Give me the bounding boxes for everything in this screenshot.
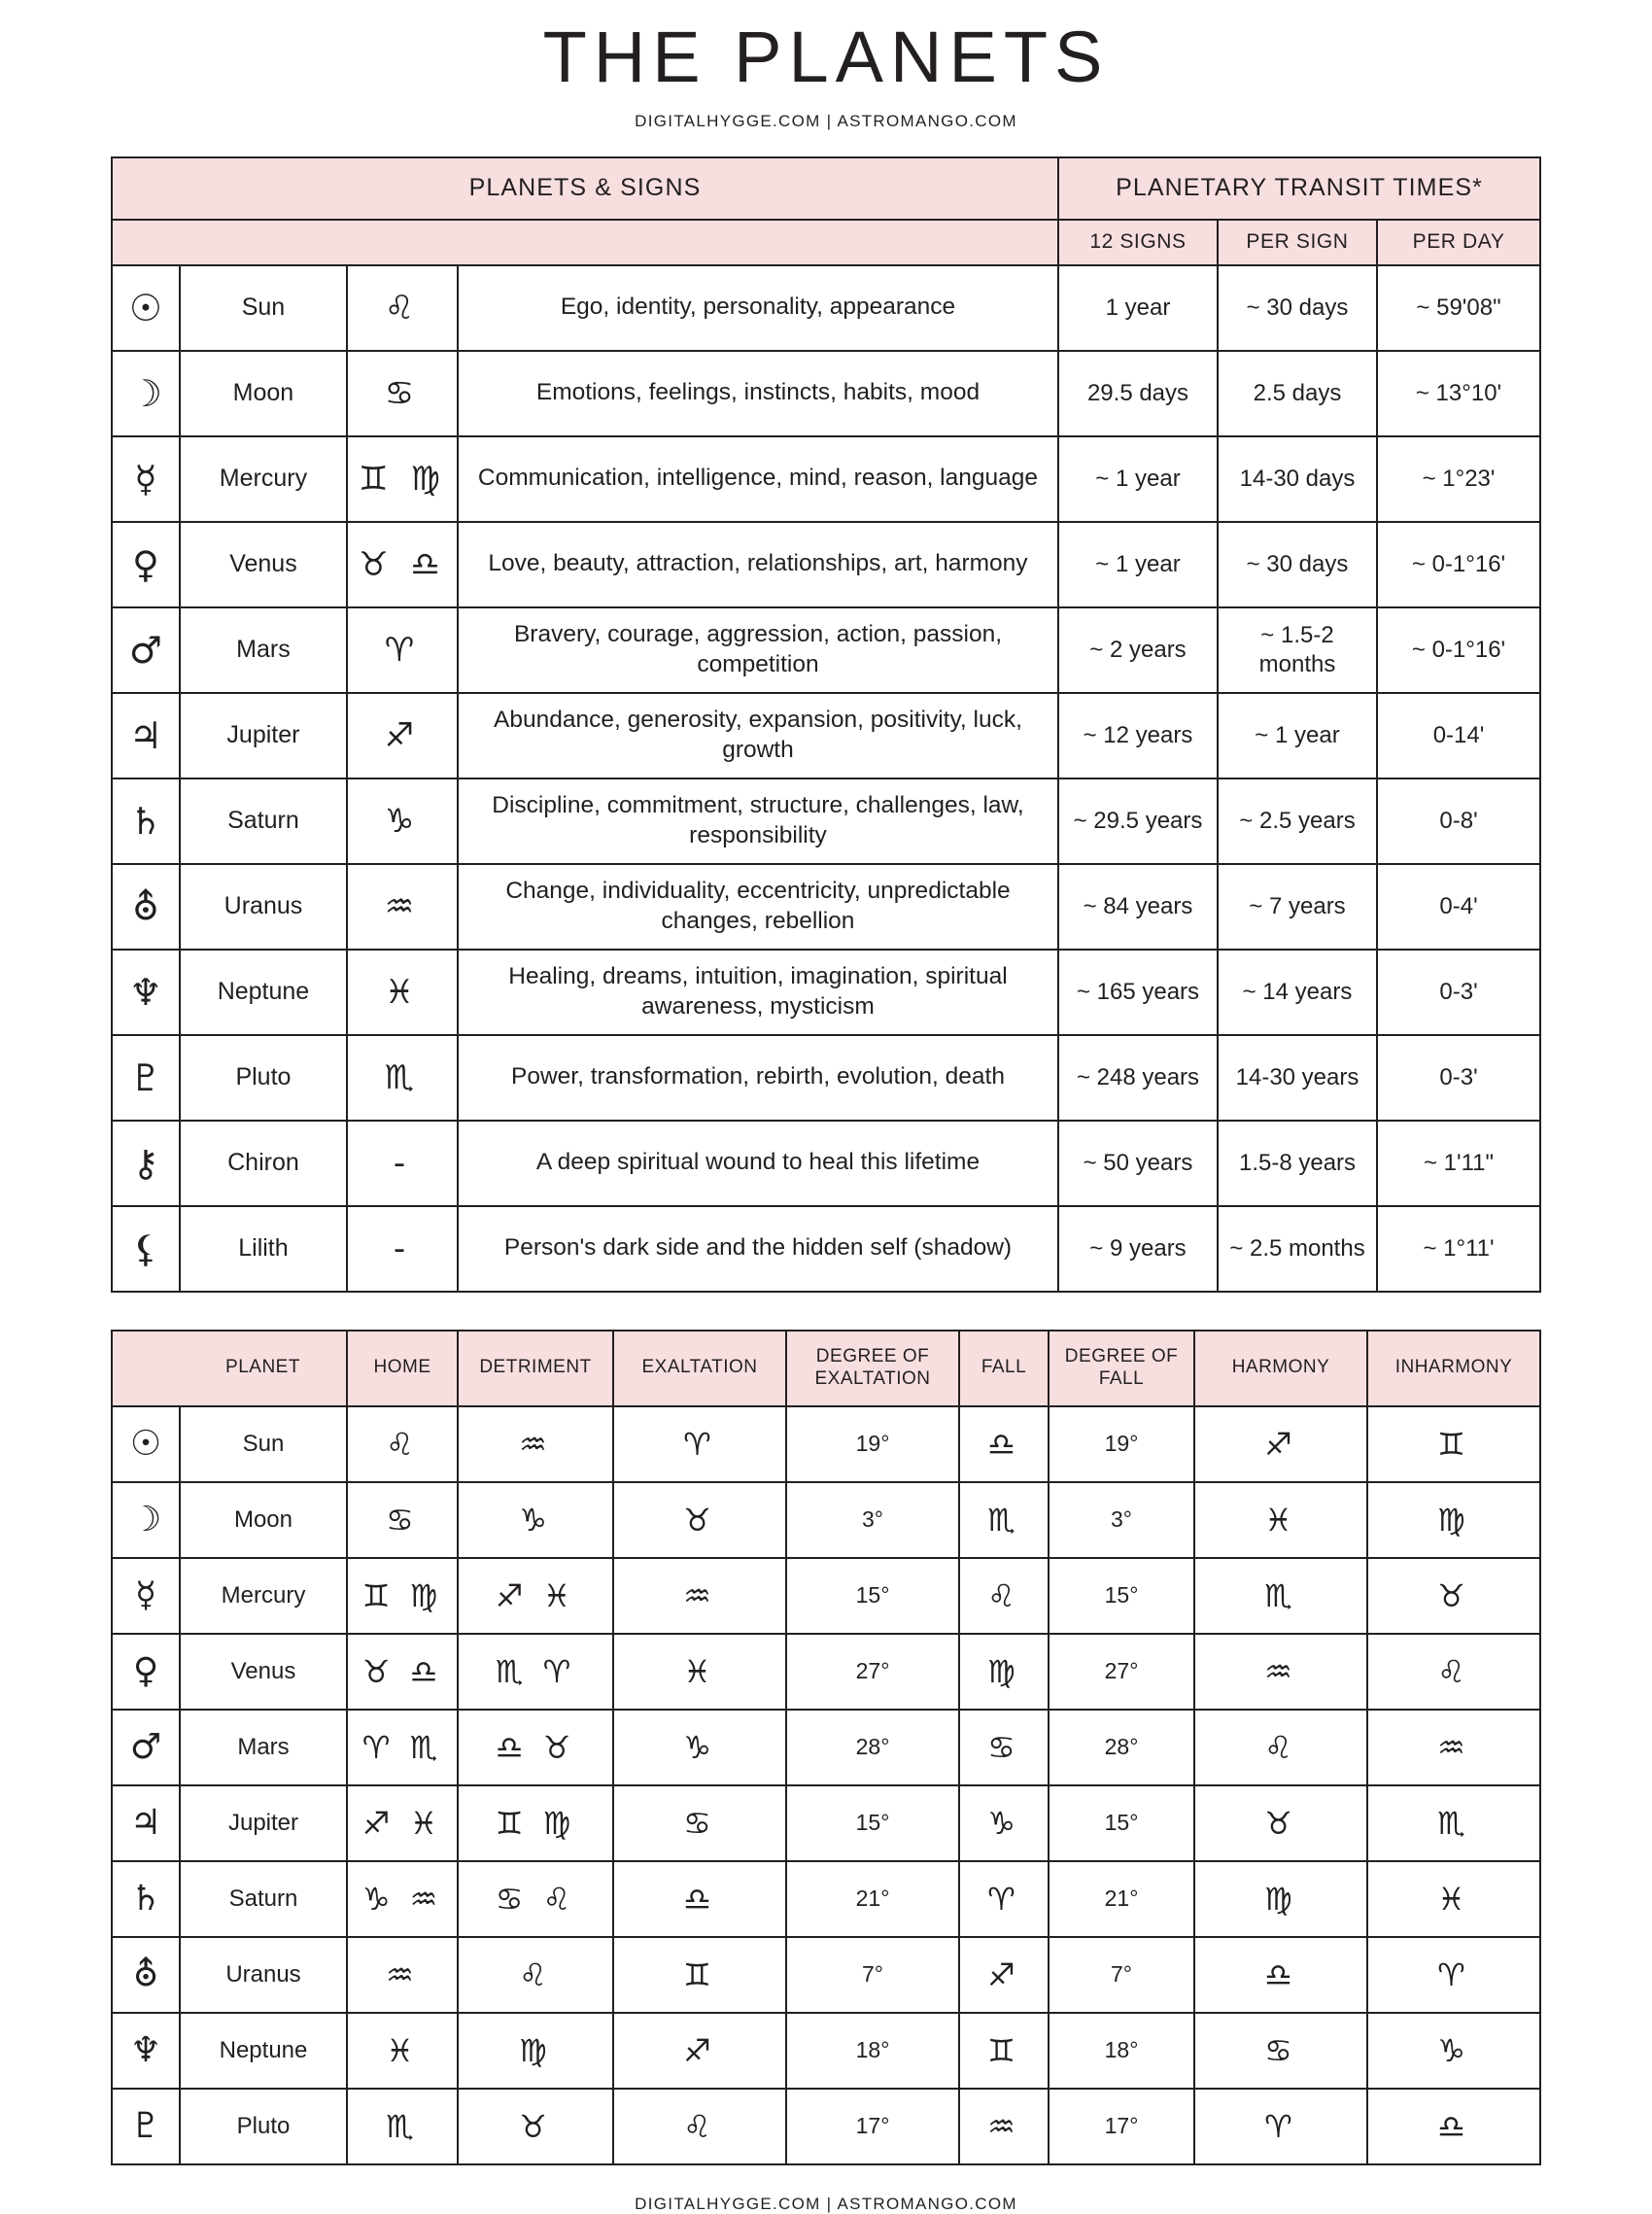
header-inharmony: INHARMONY (1367, 1331, 1540, 1406)
planet-name: Moon (180, 351, 347, 436)
planet-name: Neptune (180, 2013, 347, 2089)
planet-name: Venus (180, 522, 347, 607)
harmony-sign: ♉ (1194, 1785, 1367, 1861)
transit-per-day: ~ 13°10' (1377, 351, 1540, 436)
moon-symbol: ☽ (112, 1482, 180, 1558)
planet-name: Chiron (180, 1121, 347, 1206)
sun-symbol: ☉ (112, 265, 180, 351)
header-12-signs: 12 SIGNS (1058, 220, 1218, 265)
home-sign: ♈ ♏ (347, 1710, 458, 1785)
table-row (112, 864, 1540, 950)
harmony-sign: ♍ (1194, 1861, 1367, 1937)
transit-per-day: ~ 1°11' (1377, 1206, 1540, 1292)
planet-description: Discipline, commitment, structure, challenges, law, responsibility (458, 778, 1058, 864)
footer-attribution: DIGITALHYGGE.COM | ASTROMANGO.COM (635, 2194, 1017, 2213)
exaltation-sign: ♑ (613, 1710, 786, 1785)
table-row (112, 1710, 1540, 1785)
detriment-sign: ♌ (458, 1937, 613, 2013)
planet-name: Venus (180, 1634, 347, 1710)
table-row (112, 1121, 1540, 1206)
degree-of-fall: 15° (1049, 1785, 1194, 1861)
aquarius-symbol: ♒ (347, 864, 458, 950)
transit-per-sign: ~ 30 days (1218, 265, 1377, 351)
detriment-sign: ♒ (458, 1406, 613, 1482)
home-sign: ♓ (347, 2013, 458, 2089)
header-symbol-column (112, 1331, 180, 1406)
table-row (112, 2013, 1540, 2089)
no-sign: - (347, 1206, 458, 1292)
transit-per-sign: 1.5-8 years (1218, 1121, 1377, 1206)
planet-name: Lilith (180, 1206, 347, 1292)
home-sign: ♒ (347, 1937, 458, 2013)
transit-per-sign: 2.5 days (1218, 351, 1377, 436)
header-fall: FALL (959, 1331, 1049, 1406)
degree-of-exaltation: 28° (786, 1710, 959, 1785)
detriment-sign: ♊ ♍ (458, 1785, 613, 1861)
degree-of-exaltation: 15° (786, 1785, 959, 1861)
degree-of-exaltation: 27° (786, 1634, 959, 1710)
planet-description: Communication, intelligence, mind, reason, language (458, 436, 1058, 522)
transit-12-signs: ~ 1 year (1058, 436, 1218, 522)
fall-sign: ♑ (959, 1785, 1049, 1861)
planet-name: Mercury (180, 436, 347, 522)
table-row (112, 265, 1540, 351)
transit-per-sign: ~ 14 years (1218, 950, 1377, 1035)
header-degree-of-fall: DEGREE OF FALL (1049, 1331, 1194, 1406)
harmony-sign: ♒ (1194, 1634, 1367, 1710)
planet-description: Person's dark side and the hidden self (shadow) (458, 1206, 1058, 1292)
header-transit-times: PLANETARY TRANSIT TIMES* (1058, 157, 1540, 220)
table2-head (112, 1331, 1540, 1406)
table2-body (112, 1406, 1540, 2164)
degree-of-fall: 21° (1049, 1861, 1194, 1937)
transit-12-signs: 1 year (1058, 265, 1218, 351)
degree-of-fall: 27° (1049, 1634, 1194, 1710)
header-detriment: DETRIMENT (458, 1331, 613, 1406)
saturn-symbol: ♄ (112, 778, 180, 864)
header-harmony: HARMONY (1194, 1331, 1367, 1406)
transit-per-day: ~ 1'11" (1377, 1121, 1540, 1206)
degree-of-exaltation: 18° (786, 2013, 959, 2089)
gemini-virgo-symbols: ♊ ♍ (347, 436, 458, 522)
transit-per-sign: ~ 7 years (1218, 864, 1377, 950)
planet-name: Pluto (180, 1035, 347, 1121)
table-row (112, 1206, 1540, 1292)
taurus-libra-symbols: ♉ ♎ (347, 522, 458, 607)
exaltation-sign: ♊ (613, 1937, 786, 2013)
detriment-sign: ♎ ♉ (458, 1710, 613, 1785)
header-per-day: PER DAY (1377, 220, 1540, 265)
transit-per-sign: 14-30 days (1218, 436, 1377, 522)
saturn-symbol: ♄ (112, 1861, 180, 1937)
exaltation-sign: ♒ (613, 1558, 786, 1634)
sun-symbol: ☉ (112, 1406, 180, 1482)
transit-per-day: ~ 0-1°16' (1377, 607, 1540, 693)
planet-name: Saturn (180, 1861, 347, 1937)
fall-sign: ♌ (959, 1558, 1049, 1634)
table2-header-row (112, 1331, 1540, 1406)
fall-sign: ♈ (959, 1861, 1049, 1937)
planet-description: Bravery, courage, aggression, action, passion, competition (458, 607, 1058, 693)
fall-sign: ♎ (959, 1406, 1049, 1482)
degree-of-fall: 19° (1049, 1406, 1194, 1482)
dignities-table-container (111, 1330, 1541, 2165)
pluto-symbol: ♇ (112, 1035, 180, 1121)
planet-name: Uranus (180, 864, 347, 950)
transit-12-signs: ~ 165 years (1058, 950, 1218, 1035)
planet-name: Neptune (180, 950, 347, 1035)
leo-symbol: ♌ (347, 265, 458, 351)
table-row (112, 778, 1540, 864)
transit-12-signs: ~ 1 year (1058, 522, 1218, 607)
inharmony-sign: ♎ (1367, 2089, 1540, 2164)
home-sign: ♑ ♒ (347, 1861, 458, 1937)
degree-of-fall: 3° (1049, 1482, 1194, 1558)
transit-12-signs: ~ 84 years (1058, 864, 1218, 950)
no-sign: - (347, 1121, 458, 1206)
planet-name: Mars (180, 607, 347, 693)
planet-description: Change, individuality, eccentricity, unpredictable changes, rebellion (458, 864, 1058, 950)
inharmony-sign: ♑ (1367, 2013, 1540, 2089)
detriment-sign: ♑ (458, 1482, 613, 1558)
planet-description: Emotions, feelings, instincts, habits, mood (458, 351, 1058, 436)
table1-head (112, 157, 1540, 265)
table-row (112, 1861, 1540, 1937)
harmony-sign: ♋ (1194, 2013, 1367, 2089)
planet-name: Jupiter (180, 693, 347, 778)
transit-12-signs: 29.5 days (1058, 351, 1218, 436)
planet-description: Ego, identity, personality, appearance (458, 265, 1058, 351)
transit-12-signs: ~ 2 years (1058, 607, 1218, 693)
harmony-sign: ♏ (1194, 1558, 1367, 1634)
planet-description: Love, beauty, attraction, relationships, art, harmony (458, 522, 1058, 607)
table-row (112, 1482, 1540, 1558)
sagittarius-symbol: ♐ (347, 693, 458, 778)
inharmony-sign: ♉ (1367, 1558, 1540, 1634)
transit-per-day: ~ 59'08" (1377, 265, 1540, 351)
capricorn-symbol: ♑ (347, 778, 458, 864)
header-degree-of-exaltation: DEGREE OF EXALTATION (786, 1331, 959, 1406)
planet-name: Sun (180, 265, 347, 351)
table1-body (112, 265, 1540, 1292)
table-row (112, 522, 1540, 607)
transit-per-sign: ~ 2.5 years (1218, 778, 1377, 864)
harmony-sign: ♌ (1194, 1710, 1367, 1785)
table-row (112, 351, 1540, 436)
inharmony-sign: ♏ (1367, 1785, 1540, 1861)
uranus-symbol: ⛢ (112, 864, 180, 950)
transit-per-day: 0-14' (1377, 693, 1540, 778)
table-row (112, 693, 1540, 778)
degree-of-fall: 18° (1049, 2013, 1194, 2089)
planet-description: A deep spiritual wound to heal this lifetime (458, 1121, 1058, 1206)
exaltation-sign: ♉ (613, 1482, 786, 1558)
fall-sign: ♍ (959, 1634, 1049, 1710)
planets-signs-table-container (111, 156, 1541, 1293)
planet-name: Saturn (180, 778, 347, 864)
fall-sign: ♐ (959, 1937, 1049, 2013)
table-row (112, 1634, 1540, 1710)
detriment-sign: ♍ (458, 2013, 613, 2089)
transit-12-signs: ~ 29.5 years (1058, 778, 1218, 864)
detriment-sign: ♏ ♈ (458, 1634, 613, 1710)
degree-of-exaltation: 19° (786, 1406, 959, 1482)
transit-per-sign: ~ 30 days (1218, 522, 1377, 607)
inharmony-sign: ♌ (1367, 1634, 1540, 1710)
home-sign: ♐ ♓ (347, 1785, 458, 1861)
inharmony-sign: ♓ (1367, 1861, 1540, 1937)
aries-symbol: ♈ (347, 607, 458, 693)
harmony-sign: ♈ (1194, 2089, 1367, 2164)
planet-name: Pluto (180, 2089, 347, 2164)
transit-per-day: ~ 1°23' (1377, 436, 1540, 522)
inharmony-sign: ♒ (1367, 1710, 1540, 1785)
table-row (112, 1035, 1540, 1121)
planet-description: Power, transformation, rebirth, evolution, death (458, 1035, 1058, 1121)
fall-sign: ♒ (959, 2089, 1049, 2164)
neptune-symbol: ♆ (112, 950, 180, 1035)
header-per-sign: PER SIGN (1218, 220, 1377, 265)
planet-dignities-table (111, 1330, 1541, 2165)
mercury-symbol: ☿ (112, 1558, 180, 1634)
transit-per-day: ~ 0-1°16' (1377, 522, 1540, 607)
degree-of-exaltation: 7° (786, 1937, 959, 2013)
table-row (112, 607, 1540, 693)
home-sign: ♌ (347, 1406, 458, 1482)
transit-per-day: 0-4' (1377, 864, 1540, 950)
detriment-sign: ♋ ♌ (458, 1861, 613, 1937)
header-planet: PLANET (180, 1331, 347, 1406)
harmony-sign: ♐ (1194, 1406, 1367, 1482)
degree-of-exaltation: 21° (786, 1861, 959, 1937)
exaltation-sign: ♎ (613, 1861, 786, 1937)
transit-per-sign: ~ 2.5 months (1218, 1206, 1377, 1292)
degree-of-exaltation: 3° (786, 1482, 959, 1558)
inharmony-sign: ♈ (1367, 1937, 1540, 2013)
header-spacer (112, 220, 1058, 265)
jupiter-symbol: ♃ (112, 1785, 180, 1861)
planet-name: Jupiter (180, 1785, 347, 1861)
fall-sign: ♋ (959, 1710, 1049, 1785)
mercury-symbol: ☿ (112, 436, 180, 522)
table-row (112, 2089, 1540, 2164)
exaltation-sign: ♈ (613, 1406, 786, 1482)
transit-per-day: 0-3' (1377, 950, 1540, 1035)
table-row (112, 1785, 1540, 1861)
inharmony-sign: ♍ (1367, 1482, 1540, 1558)
transit-per-day: 0-3' (1377, 1035, 1540, 1121)
exaltation-sign: ♌ (613, 2089, 786, 2164)
planet-name: Mercury (180, 1558, 347, 1634)
chiron-symbol: ⚷ (112, 1121, 180, 1206)
exaltation-sign: ♓ (613, 1634, 786, 1710)
scorpio-symbol: ♏ (347, 1035, 458, 1121)
table-row (112, 1937, 1540, 2013)
degree-of-fall: 28° (1049, 1710, 1194, 1785)
inharmony-sign: ♊ (1367, 1406, 1540, 1482)
venus-symbol: ♀ (112, 522, 180, 607)
pisces-symbol: ♓ (347, 950, 458, 1035)
exaltation-sign: ♐ (613, 2013, 786, 2089)
table1-header-row-sub (112, 220, 1540, 265)
home-sign: ♏ (347, 2089, 458, 2164)
degree-of-exaltation: 17° (786, 2089, 959, 2164)
harmony-sign: ♎ (1194, 1937, 1367, 2013)
table-row (112, 436, 1540, 522)
harmony-sign: ♓ (1194, 1482, 1367, 1558)
neptune-symbol: ♆ (112, 2013, 180, 2089)
transit-per-sign: ~ 1 year (1218, 693, 1377, 778)
planet-name: Mars (180, 1710, 347, 1785)
home-sign: ♊ ♍ (347, 1558, 458, 1634)
uranus-symbol: ⛢ (112, 1937, 180, 2013)
table-row (112, 1558, 1540, 1634)
header-planets-signs: PLANETS & SIGNS (112, 157, 1058, 220)
page-title: THE PLANETS (542, 17, 1110, 97)
table-row (112, 1406, 1540, 1482)
venus-symbol: ♀ (112, 1634, 180, 1710)
exaltation-sign: ♋ (613, 1785, 786, 1861)
detriment-sign: ♐ ♓ (458, 1558, 613, 1634)
home-sign: ♉ ♎ (347, 1634, 458, 1710)
detriment-sign: ♉ (458, 2089, 613, 2164)
degree-of-exaltation: 15° (786, 1558, 959, 1634)
degree-of-fall: 17° (1049, 2089, 1194, 2164)
planet-description: Healing, dreams, intuition, imagination, spiritual awareness, mysticism (458, 950, 1058, 1035)
transit-12-signs: ~ 9 years (1058, 1206, 1218, 1292)
fall-sign: ♊ (959, 2013, 1049, 2089)
jupiter-symbol: ♃ (112, 693, 180, 778)
pluto-symbol: ♇ (112, 2089, 180, 2164)
fall-sign: ♏ (959, 1482, 1049, 1558)
lilith-symbol: ⚸ (112, 1206, 180, 1292)
planet-name: Moon (180, 1482, 347, 1558)
moon-symbol: ☽ (112, 351, 180, 436)
table1-header-row-main (112, 157, 1540, 220)
degree-of-fall: 15° (1049, 1558, 1194, 1634)
header-attribution: DIGITALHYGGE.COM | ASTROMANGO.COM (635, 111, 1017, 130)
table-row (112, 950, 1540, 1035)
planet-description: Abundance, generosity, expansion, positivity, luck, growth (458, 693, 1058, 778)
transit-per-sign: ~ 1.5-2 months (1218, 607, 1377, 693)
cancer-symbol: ♋ (347, 351, 458, 436)
mars-symbol: ♂ (112, 1710, 180, 1785)
transit-12-signs: ~ 50 years (1058, 1121, 1218, 1206)
transit-12-signs: ~ 12 years (1058, 693, 1218, 778)
home-sign: ♋ (347, 1482, 458, 1558)
planet-name: Uranus (180, 1937, 347, 2013)
planets-and-signs-table (111, 156, 1541, 1293)
header-home: HOME (347, 1331, 458, 1406)
degree-of-fall: 7° (1049, 1937, 1194, 2013)
mars-symbol: ♂ (112, 607, 180, 693)
transit-per-day: 0-8' (1377, 778, 1540, 864)
planet-name: Sun (180, 1406, 347, 1482)
transit-per-sign: 14-30 years (1218, 1035, 1377, 1121)
header-exaltation: EXALTATION (613, 1331, 786, 1406)
transit-12-signs: ~ 248 years (1058, 1035, 1218, 1121)
